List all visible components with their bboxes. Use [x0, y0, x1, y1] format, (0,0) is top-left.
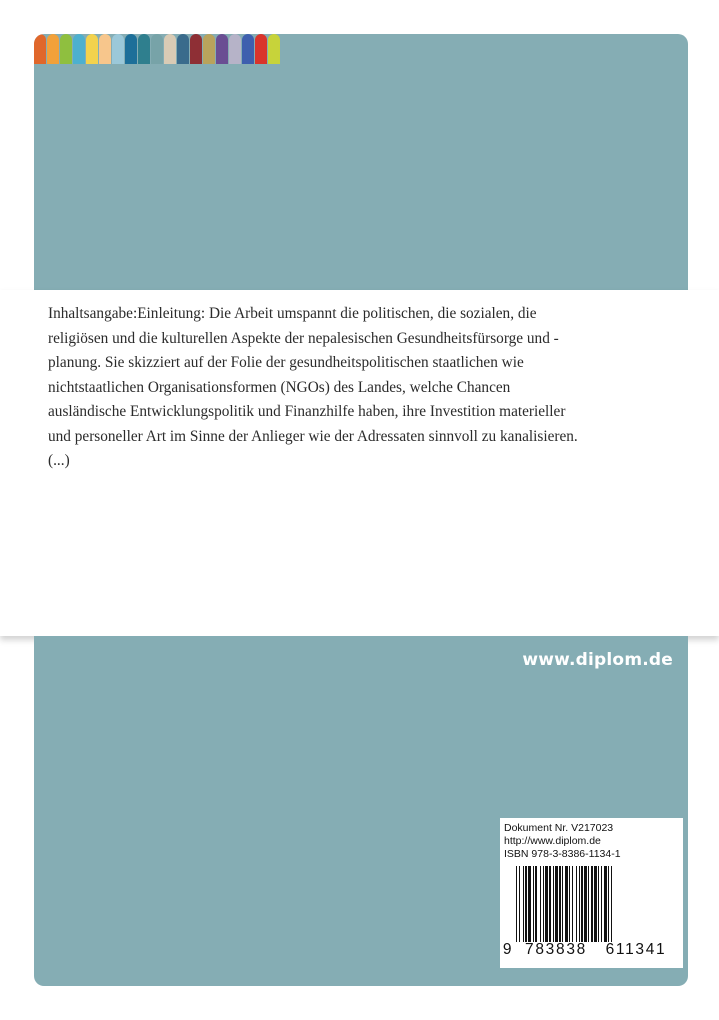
barcode-bar: [598, 866, 599, 942]
barcode-digit-first: 9: [502, 941, 514, 958]
barcode-bar: [543, 866, 544, 942]
color-stripe: [229, 34, 241, 64]
barcode-bar: [516, 866, 517, 942]
barcode-bar: [604, 866, 607, 942]
barcode-bar: [533, 866, 534, 942]
document-meta: [504, 822, 621, 861]
color-stripe: [190, 34, 202, 64]
barcode-bar: [576, 866, 577, 942]
barcode-digits-right: 611341: [605, 941, 667, 958]
color-stripe: [125, 34, 137, 64]
cover-top-panel: [34, 34, 688, 290]
barcode-bar: [549, 866, 551, 942]
barcode-bar: [608, 866, 609, 942]
color-stripe: [177, 34, 189, 64]
barcode-bar: [545, 866, 548, 942]
color-stripe: [138, 34, 150, 64]
color-stripe: [47, 34, 59, 64]
barcode-bar: [540, 866, 541, 942]
color-stripe: [86, 34, 98, 64]
barcode-bar: [611, 866, 612, 942]
barcode-bar: [591, 866, 593, 942]
barcode-bar: [528, 866, 531, 942]
color-stripe: [203, 34, 215, 64]
barcode-bar: [565, 866, 568, 942]
color-stripe: [164, 34, 176, 64]
barcode-bar: [535, 866, 537, 942]
document-website: http://www.diplom.de: [504, 835, 601, 847]
publisher-url[interactable]: www.diplom.de: [522, 650, 673, 670]
barcode-bars: [504, 866, 679, 942]
color-stripe: [255, 34, 267, 64]
barcode-bar: [579, 866, 580, 942]
barcode-digits-left: 783838: [525, 941, 587, 958]
color-stripe: [34, 34, 46, 64]
barcode-bar: [584, 866, 587, 942]
color-stripe: [73, 34, 85, 64]
barcode-bar: [525, 866, 527, 942]
barcode-bar: [594, 866, 597, 942]
barcode-bar: [559, 866, 561, 942]
barcode-bar: [519, 866, 520, 942]
color-stripes: [34, 34, 281, 64]
isbn: ISBN 978-3-8386-1134-1: [504, 848, 621, 860]
barcode-bar: [588, 866, 589, 942]
color-stripe: [99, 34, 111, 64]
barcode-bar: [581, 866, 583, 942]
color-stripe: [60, 34, 72, 64]
color-stripe: [242, 34, 254, 64]
color-stripe: [151, 34, 163, 64]
color-stripe: [112, 34, 124, 64]
barcode-bar: [572, 866, 573, 942]
barcode-bar: [562, 866, 563, 942]
color-stripe: [216, 34, 228, 64]
barcode-digits: [500, 941, 683, 959]
barcode-bar: [601, 866, 602, 942]
barcode-bar: [553, 866, 554, 942]
barcode-bar: [523, 866, 524, 942]
barcode-bar: [569, 866, 570, 942]
color-stripe: [268, 34, 280, 64]
abstract-text: Inhaltsangabe:Einleitung: Die Arbeit umspannt die politischen, die sozialen, die religiösen und die kulturellen Aspekte der nepalesischen Gesundheitsfürsorge und -planung. Sie skizziert auf der Folie der gesundheitspolitischen staatlichen wie nichtstaatlichen Organisationsformen (NGOs) des Landes, welche Chancen ausländische Entwicklungspolitik und Finanzhilfe haben, ihre Investition materieller und personeller Art im Sinne der Anlieger wie der Adressaten sinnvoll zu kanalisieren. (...): [48, 305, 578, 469]
document-number: Dokument Nr. V217023: [504, 822, 614, 834]
barcode-bar: [555, 866, 558, 942]
barcode-label: [500, 818, 683, 968]
